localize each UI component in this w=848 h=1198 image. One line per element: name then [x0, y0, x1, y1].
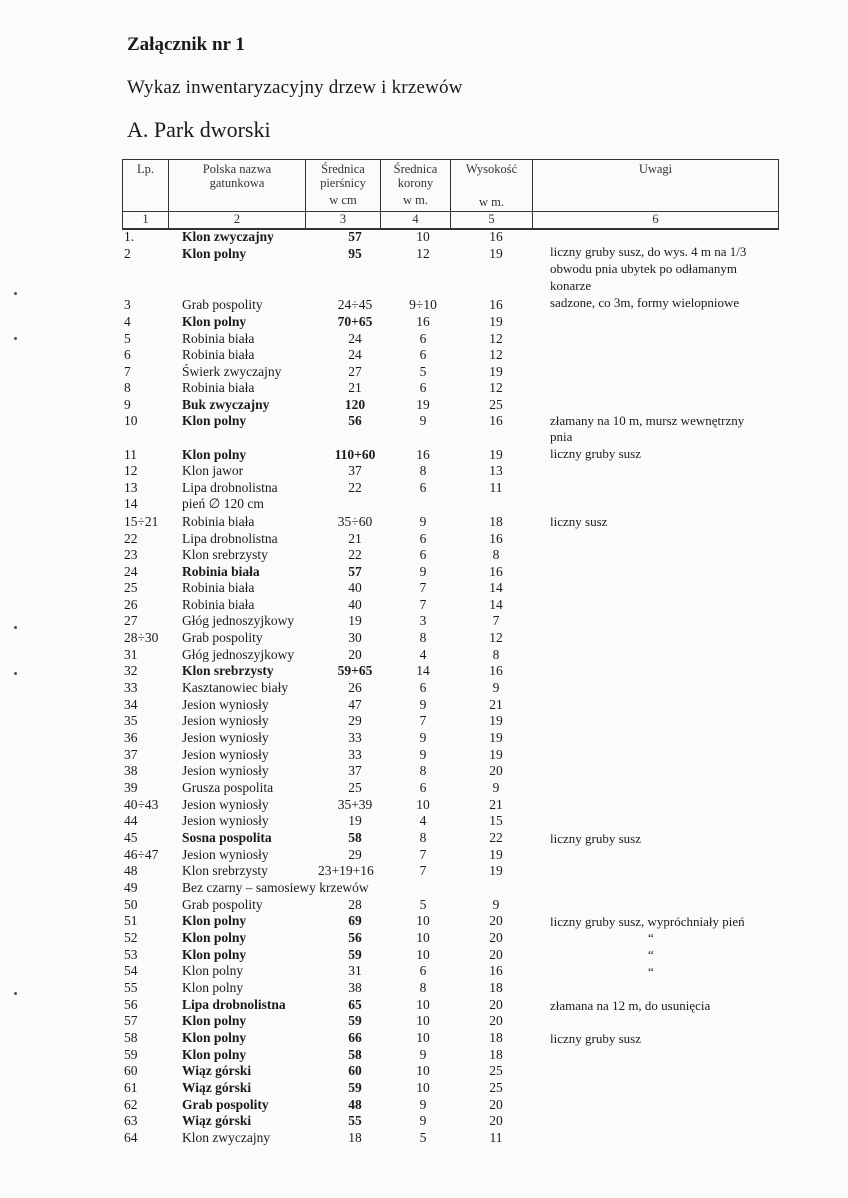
crown-diameter: 7 — [419, 847, 427, 862]
crown-diameter: 14 — [416, 663, 430, 678]
species-name: Świerk zwyczajny — [182, 364, 282, 379]
note-row-11: liczny gruby susz — [550, 446, 641, 461]
crown-diameter: 16 — [416, 447, 430, 462]
crown-diameter: 8 — [419, 463, 427, 478]
row-number: 53 — [124, 947, 138, 962]
row-number: 22 — [124, 531, 138, 546]
binding-hole-mark — [14, 337, 17, 340]
note-row-58: liczny gruby susz — [550, 1031, 641, 1046]
section-heading: A. Park dworski — [127, 117, 271, 142]
crown-diameter: 6 — [419, 531, 427, 546]
tree-height: 11 — [489, 480, 503, 495]
species-name: pień ∅ 120 cm — [182, 496, 264, 511]
note-row-56: złamana na 12 m, do usunięcia — [550, 998, 711, 1013]
trunk-diameter: 24÷45 — [337, 297, 373, 312]
crown-diameter: 9 — [419, 514, 427, 529]
row-number: 1. — [124, 229, 135, 244]
tree-height: 20 — [489, 1113, 503, 1128]
trunk-diameter: 65 — [348, 997, 362, 1012]
header-col-number: 3 — [339, 212, 347, 226]
crown-diameter: 7 — [419, 580, 427, 595]
species-name: Buk zwyczajny — [182, 397, 270, 412]
row-number: 38 — [124, 763, 138, 778]
trunk-diameter: 29 — [348, 847, 362, 862]
ditto-mark: “ — [648, 930, 654, 945]
tree-height: 25 — [489, 397, 503, 412]
species-name: Głóg jednoszyjkowy — [182, 647, 295, 662]
tree-height: 22 — [489, 830, 503, 845]
crown-diameter: 9 — [419, 1047, 427, 1062]
species-name: Wiąz górski — [182, 1063, 252, 1078]
row-number: 5 — [124, 331, 131, 346]
tree-height: 20 — [489, 930, 503, 945]
row-number: 14 — [124, 496, 138, 511]
row-number: 46÷47 — [124, 847, 159, 862]
header-name-1: Polska nazwa — [202, 162, 272, 176]
species-name: Jesion wyniosły — [182, 847, 269, 862]
row-number: 58 — [124, 1030, 138, 1045]
row-number: 25 — [124, 580, 138, 595]
species-name: Wiąz górski — [182, 1113, 252, 1128]
tree-height: 19 — [489, 246, 503, 261]
row-number: 26 — [124, 597, 138, 612]
tree-height: 18 — [489, 1047, 503, 1062]
header-lp: Lp. — [136, 162, 154, 176]
species-name: Robinia biała — [182, 380, 255, 395]
species-name: Klon srebrzysty — [182, 663, 274, 678]
species-name: Klon polny — [182, 1013, 247, 1028]
crown-diameter: 10 — [416, 229, 430, 244]
trunk-diameter: 30 — [348, 630, 362, 645]
crown-diameter: 3 — [419, 613, 427, 628]
trunk-diameter: 40 — [348, 580, 362, 595]
species-name: Klon polny — [182, 314, 247, 329]
header-crown-2: korony — [397, 176, 434, 190]
crown-diameter: 9 — [419, 697, 427, 712]
tree-height: 21 — [489, 697, 503, 712]
crown-diameter: 6 — [419, 347, 427, 362]
header-col-number: 4 — [412, 212, 419, 226]
tree-height: 16 — [489, 413, 503, 428]
crown-diameter: 4 — [419, 647, 427, 662]
ditto-mark: “ — [648, 947, 654, 962]
trunk-diameter: 23+19+16 — [318, 863, 374, 878]
tree-height: 16 — [489, 297, 503, 312]
species-name: Kasztanowiec biały — [182, 680, 289, 695]
document-subtitle: Wykaz inwentaryzacyjny drzew i krzewów — [127, 77, 463, 98]
species-name: Klon polny — [182, 447, 247, 462]
row-number: 61 — [124, 1080, 138, 1095]
crown-diameter: 12 — [416, 246, 430, 261]
tree-height: 9 — [492, 680, 500, 695]
tree-height: 16 — [489, 564, 503, 579]
trunk-diameter: 57 — [348, 564, 362, 579]
row-number: 34 — [124, 697, 138, 712]
trunk-diameter: 22 — [348, 547, 362, 562]
trunk-diameter: 59+65 — [337, 663, 373, 678]
trunk-diameter: 29 — [348, 713, 362, 728]
species-name: Grusza pospolita — [182, 780, 274, 795]
header-name-2: gatunkowa — [209, 176, 265, 190]
row-number: 44 — [124, 813, 138, 828]
tree-height: 20 — [489, 1097, 503, 1112]
species-name: Klon polny — [182, 913, 247, 928]
ditto-mark: “ — [648, 964, 654, 979]
row-number: 12 — [124, 463, 138, 478]
crown-diameter: 19 — [416, 397, 430, 412]
trunk-diameter: 95 — [348, 246, 362, 261]
tree-height: 16 — [489, 229, 503, 244]
trunk-diameter: 58 — [348, 830, 362, 845]
species-name: Jesion wyniosły — [182, 713, 269, 728]
row-number: 6 — [124, 347, 131, 362]
trunk-diameter: 59 — [348, 947, 362, 962]
crown-diameter: 10 — [416, 1080, 430, 1095]
species-name: Jesion wyniosły — [182, 797, 269, 812]
crown-diameter: 7 — [419, 597, 427, 612]
row-number: 31 — [124, 647, 138, 662]
tree-height: 18 — [489, 514, 503, 529]
tree-height: 16 — [489, 963, 503, 978]
tree-height: 20 — [489, 947, 503, 962]
crown-diameter: 10 — [416, 1030, 430, 1045]
tree-height: 12 — [489, 380, 503, 395]
trunk-diameter: 28 — [348, 897, 362, 912]
tree-height: 9 — [492, 780, 500, 795]
species-name: Lipa drobnolistna — [182, 997, 286, 1012]
crown-diameter: 6 — [419, 331, 427, 346]
crown-diameter: 10 — [416, 997, 430, 1012]
species-name: Klon srebrzysty — [182, 547, 268, 562]
species-name: Klon polny — [182, 930, 247, 945]
species-name: Grab pospolity — [182, 630, 263, 645]
crown-diameter: 16 — [416, 314, 430, 329]
tree-height: 11 — [489, 1130, 503, 1145]
row-number: 36 — [124, 730, 138, 745]
header-notes: Uwagi — [638, 162, 673, 176]
row-number: 10 — [124, 413, 138, 428]
row-number: 50 — [124, 897, 138, 912]
crown-diameter: 10 — [416, 797, 430, 812]
trunk-diameter: 40 — [348, 597, 362, 612]
trunk-diameter: 55 — [348, 1113, 362, 1128]
crown-diameter: 6 — [419, 780, 427, 795]
row-number: 57 — [124, 1013, 138, 1028]
row-number: 13 — [124, 480, 138, 495]
species-name: Robinia biała — [182, 514, 255, 529]
trunk-diameter: 33 — [348, 730, 362, 745]
row-number: 3 — [124, 297, 131, 312]
trunk-diameter: 37 — [348, 763, 362, 778]
crown-diameter: 6 — [419, 680, 427, 695]
note-row-2: konarze — [550, 278, 592, 293]
crown-diameter: 9 — [419, 747, 427, 762]
crown-diameter: 8 — [419, 830, 427, 845]
species-name: Jesion wyniosły — [182, 730, 269, 745]
tree-height: 19 — [489, 747, 503, 762]
trunk-diameter: 59 — [348, 1080, 362, 1095]
header-diameter-1: Średnica — [321, 162, 365, 176]
crown-diameter: 8 — [419, 630, 427, 645]
crown-diameter: 6 — [419, 963, 427, 978]
trunk-diameter: 59 — [348, 1013, 362, 1028]
trunk-diameter: 69 — [348, 913, 362, 928]
crown-diameter: 5 — [419, 364, 427, 379]
crown-diameter: 9 — [419, 564, 427, 579]
tree-height: 19 — [489, 730, 503, 745]
trunk-diameter: 66 — [348, 1030, 362, 1045]
trunk-diameter: 47 — [348, 697, 362, 712]
tree-height: 8 — [492, 647, 500, 662]
crown-diameter: 10 — [416, 947, 430, 962]
crown-diameter: 6 — [419, 547, 427, 562]
row-number: 28÷30 — [124, 630, 159, 645]
species-name: Jesion wyniosły — [182, 813, 269, 828]
row-number: 63 — [124, 1113, 138, 1128]
species-name: Robinia biała — [182, 580, 255, 595]
tree-height: 20 — [489, 1013, 503, 1028]
tree-height: 25 — [489, 1080, 503, 1095]
row-number: 7 — [124, 364, 131, 379]
binding-hole-mark — [14, 626, 17, 629]
species-name: Lipa drobnolistna — [182, 531, 278, 546]
crown-diameter: 9 — [419, 413, 427, 428]
species-name: Grab pospolity — [182, 897, 263, 912]
note-row-3: sadzone, co 3m, formy wielopniowe — [550, 295, 740, 310]
header-diameter-2: pierśnicy — [320, 176, 366, 190]
species-name: Lipa drobnolistna — [182, 480, 278, 495]
tree-height: 19 — [489, 847, 503, 862]
tree-height: 21 — [489, 797, 503, 812]
crown-diameter: 9 — [419, 730, 427, 745]
species-name: Klon polny — [182, 246, 247, 261]
crown-diameter: 10 — [416, 913, 430, 928]
tree-height: 19 — [489, 863, 503, 878]
binding-hole-mark — [14, 992, 17, 995]
row-number: 32 — [124, 663, 138, 678]
note-row-10: złamany na 10 m, mursz wewnętrzny — [550, 413, 745, 428]
trunk-diameter: 31 — [348, 963, 362, 978]
tree-height: 18 — [489, 980, 503, 995]
tree-height: 19 — [489, 364, 503, 379]
trunk-diameter: 24 — [348, 331, 362, 346]
crown-diameter: 10 — [416, 930, 430, 945]
row-number: 24 — [124, 564, 138, 579]
tree-height: 8 — [492, 547, 500, 562]
attachment-title: Załącznik nr 1 — [127, 34, 245, 55]
note-row-45: liczny gruby susz — [550, 831, 641, 846]
row-number: 23 — [124, 547, 138, 562]
crown-diameter: 10 — [416, 1013, 430, 1028]
tree-height: 12 — [489, 630, 503, 645]
header-col-number: 5 — [488, 212, 495, 226]
row-number: 49 — [124, 880, 138, 895]
trunk-diameter: 18 — [348, 1130, 362, 1145]
row-number: 39 — [124, 780, 138, 795]
species-name: Robinia biała — [182, 597, 255, 612]
trunk-diameter: 22 — [348, 480, 362, 495]
header-height-2: w m. — [479, 195, 504, 209]
tree-height: 20 — [489, 997, 503, 1012]
crown-diameter: 8 — [419, 980, 427, 995]
crown-diameter: 5 — [419, 897, 427, 912]
note-row-2: liczny gruby susz, do wys. 4 m na 1/3 — [550, 244, 747, 259]
species-name: Sosna pospolita — [182, 830, 272, 845]
row-number: 9 — [124, 397, 131, 412]
species-name: Robinia biała — [182, 331, 255, 346]
trunk-diameter: 38 — [348, 980, 362, 995]
crown-diameter: 4 — [419, 813, 427, 828]
species-name: Jesion wyniosły — [182, 763, 269, 778]
species-name: Jesion wyniosły — [182, 747, 269, 762]
species-name: Grab pospolity — [182, 1097, 269, 1112]
trunk-diameter: 25 — [348, 780, 362, 795]
trunk-diameter: 27 — [348, 364, 362, 379]
header-col-number: 2 — [233, 212, 241, 226]
species-name: Klon zwyczajny — [182, 1130, 271, 1145]
tree-height: 14 — [489, 597, 503, 612]
trunk-diameter: 57 — [348, 229, 362, 244]
trunk-diameter: 35+39 — [337, 797, 373, 812]
tree-height: 18 — [489, 1030, 503, 1045]
tree-height: 12 — [489, 331, 503, 346]
trunk-diameter: 48 — [348, 1097, 362, 1112]
trunk-diameter: 120 — [344, 397, 366, 412]
row-number: 54 — [124, 963, 138, 978]
row-number: 59 — [124, 1047, 138, 1062]
row-number: 62 — [124, 1097, 138, 1112]
header-crown-3: w m. — [403, 193, 428, 207]
tree-height: 19 — [489, 314, 503, 329]
tree-height: 16 — [489, 531, 503, 546]
tree-height: 20 — [489, 913, 503, 928]
species-name: Klon polny — [182, 1047, 247, 1062]
row-number: 2 — [124, 246, 131, 261]
species-name: Klon polny — [182, 980, 244, 995]
tree-height: 20 — [489, 763, 503, 778]
crown-diameter: 9 — [419, 1097, 427, 1112]
trunk-diameter: 21 — [348, 531, 362, 546]
row-number: 51 — [124, 913, 138, 928]
trunk-diameter: 56 — [348, 413, 362, 428]
trunk-diameter: 37 — [348, 463, 362, 478]
species-name: Robinia biała — [182, 347, 255, 362]
row-number: 40÷43 — [124, 797, 159, 812]
trunk-diameter: 70+65 — [337, 314, 373, 329]
trunk-diameter: 56 — [348, 930, 362, 945]
species-name: Wiąz górski — [182, 1080, 252, 1095]
tree-height: 19 — [489, 447, 503, 462]
tree-height: 25 — [489, 1063, 503, 1078]
header-col-number: 1 — [142, 212, 149, 226]
tree-height: 13 — [489, 463, 503, 478]
species-name: Klon polny — [182, 1030, 247, 1045]
crown-diameter: 8 — [419, 763, 427, 778]
row-number: 15÷21 — [124, 514, 159, 529]
trunk-diameter: 33 — [348, 747, 362, 762]
row-number: 4 — [124, 314, 131, 329]
tree-height: 14 — [489, 580, 503, 595]
tree-height: 16 — [489, 663, 503, 678]
species-name: Robinia biała — [182, 564, 260, 579]
header-diameter-3: w cm — [329, 193, 357, 207]
tree-height: 7 — [492, 613, 500, 628]
trunk-diameter: 19 — [348, 613, 362, 628]
trunk-diameter: 110+60 — [334, 447, 376, 462]
binding-hole-mark — [14, 292, 17, 295]
binding-hole-mark — [14, 672, 17, 675]
crown-diameter: 7 — [419, 863, 427, 878]
row-number: 37 — [124, 747, 138, 762]
trunk-diameter: 24 — [348, 347, 362, 362]
tree-height: 19 — [489, 713, 503, 728]
crown-diameter: 7 — [419, 713, 427, 728]
tree-height: 12 — [489, 347, 503, 362]
trunk-diameter: 26 — [348, 680, 362, 695]
species-name: Klon zwyczajny — [182, 229, 274, 244]
species-name: Grab pospolity — [182, 297, 263, 312]
crown-diameter: 6 — [419, 480, 427, 495]
row-number: 56 — [124, 997, 138, 1012]
crown-diameter: 9 — [419, 1113, 427, 1128]
species-name: Klon polny — [182, 947, 247, 962]
row-number: 11 — [124, 447, 137, 462]
tree-height: 15 — [489, 813, 503, 828]
row-number: 33 — [124, 680, 138, 695]
species-name: Jesion wyniosły — [182, 697, 269, 712]
species-name: Klon polny — [182, 963, 244, 978]
crown-diameter: 9÷10 — [409, 297, 437, 312]
row-number: 52 — [124, 930, 138, 945]
row-number: 55 — [124, 980, 138, 995]
note-row-2: obwodu pnia ubytek po odłamanym — [550, 261, 738, 276]
crown-diameter: 5 — [419, 1130, 427, 1145]
trunk-diameter: 21 — [348, 380, 362, 395]
note-row-15-21: liczny susz — [550, 514, 608, 529]
header-crown-1: Średnica — [393, 162, 438, 176]
trunk-diameter: 20 — [348, 647, 362, 662]
species-name: Klon jawor — [182, 463, 244, 478]
row-number: 60 — [124, 1063, 138, 1078]
species-name: Klon srebrzysty — [182, 863, 268, 878]
trunk-diameter: 35÷60 — [337, 514, 373, 529]
trunk-diameter: 19 — [348, 813, 362, 828]
row-number: 35 — [124, 713, 138, 728]
header-col-number: 6 — [652, 212, 659, 226]
trunk-diameter: 58 — [348, 1047, 362, 1062]
row-number: 27 — [124, 613, 138, 628]
crown-diameter: 10 — [416, 1063, 430, 1078]
species-name: Głóg jednoszyjkowy — [182, 613, 295, 628]
row-number: 48 — [124, 863, 138, 878]
row-number: 64 — [124, 1130, 138, 1145]
trunk-diameter: 60 — [348, 1063, 362, 1078]
header-height-1: Wysokość — [465, 162, 518, 176]
crown-diameter: 6 — [419, 380, 427, 395]
species-name: Bez czarny – samosiewy krzewów — [182, 880, 369, 895]
note-row-10: pnia — [550, 429, 573, 444]
note-row-51: liczny gruby susz, wypróchniały pień — [550, 914, 745, 929]
row-number: 8 — [124, 380, 131, 395]
row-number: 45 — [124, 830, 138, 845]
tree-height: 9 — [492, 897, 500, 912]
species-name: Klon polny — [182, 413, 247, 428]
